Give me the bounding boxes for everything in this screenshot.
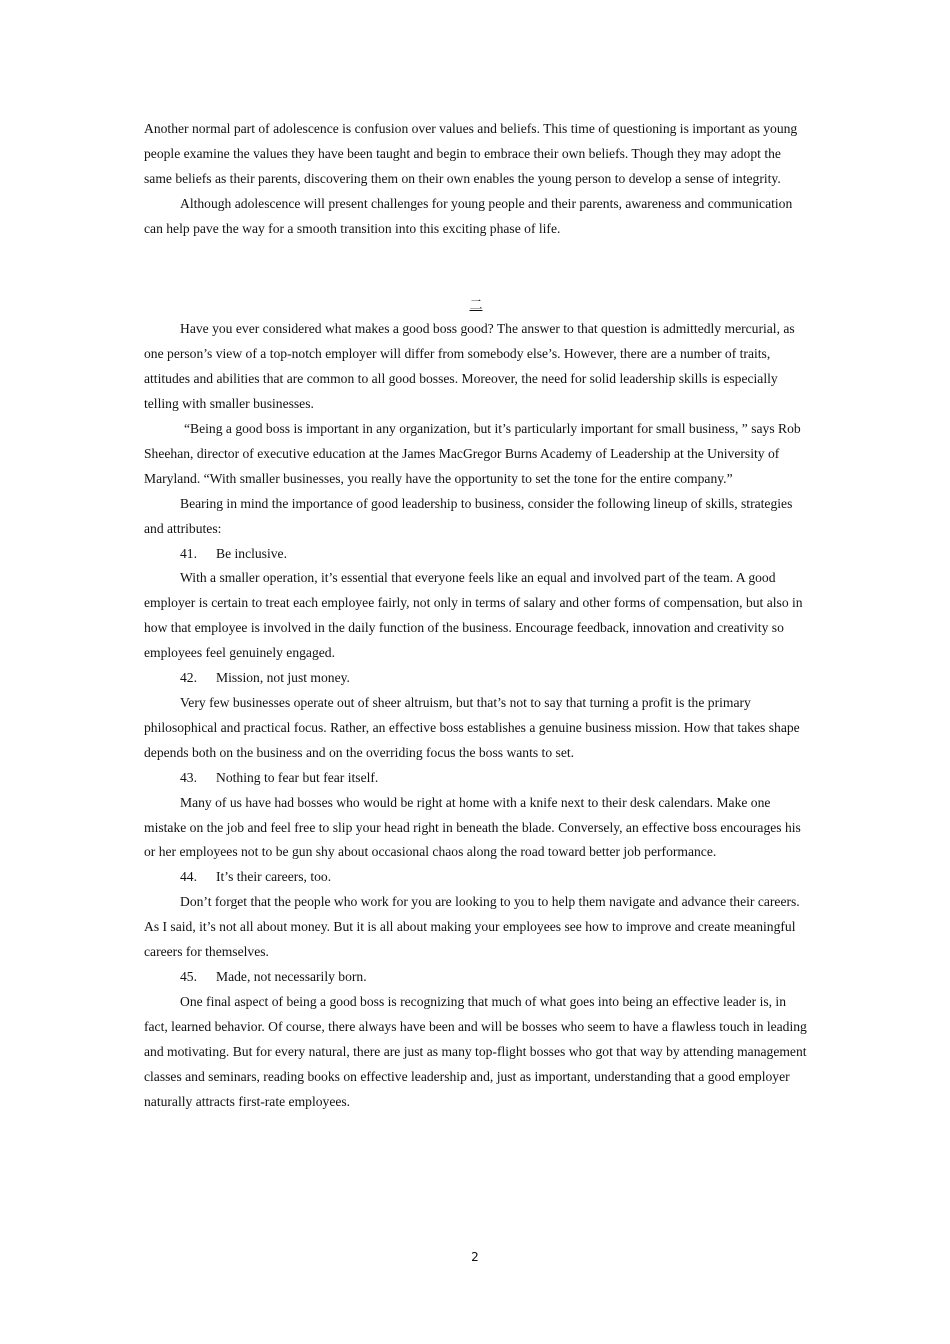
page-number: 2 [471,1250,479,1264]
item-body-43: Many of us have had bosses who would be right at home with a knife next to their desk calendars. Make one mistake on the job and feel free to slip your head right in beneath the blade. Conversely, an effective boss encourages his or her employees not to be gun shy about occasional chaos along the road toward better job performance. [144,794,801,860]
item-heading-45 [144,965,812,990]
item-title-44: It’s their careers, too. [216,869,332,885]
item-body-44: Don’t forget that the people who work for you are looking to you to help them navigate and advance their careers. As I said, it’s not all about money. But it is all about making your employees see how to improve and create meaningful careers for themselves. [144,894,800,960]
item-title-41: Be inclusive. [216,545,287,561]
item-title-43: Nothing to fear but fear itself. [216,769,379,785]
paragraph-sheehan-quote: “Being a good boss is important in any organization, but it’s particularly important for small business, ” says Rob Sheehan, director of executive education at the James MacGregor Burns Academy of Leadership at the University of Maryland. “With smaller businesses, you really have the opportunity to set the tone for the entire company.” [144,421,801,486]
item-heading-44 [144,865,812,890]
document-body [144,117,812,1114]
item-number-41: 41. [180,545,197,561]
paragraph-values-beliefs: Another normal part of adolescence is confusion over values and beliefs. This time of questioning is important as young people examine the values they have been taught and begin to embrace their own beliefs. Though they may adopt the same beliefs as their parents, discovering them on their own enables the young person to develop a sense of integrity. [144,121,798,186]
paragraph-adolescence-conclusion: Although adolescence will present challenges for young people and their parents, awareness and communication can help pave the way for a smooth transition into this exciting phase of life. [144,195,793,236]
item-number-42: 42. [180,670,197,686]
item-heading-41 [144,542,812,567]
item-title-45: Made, not necessarily born. [216,968,367,984]
item-number-44: 44. [180,869,197,885]
item-body-45: One final aspect of being a good boss is recognizing that much of what goes into being an effective leader is, in fact, learned behavior. Of course, there always have been and will be bosses who seem to have a flawless touch in leading and motivating. But for every natural, there are just as many top-flight bosses who got that way by attending management classes and seminars, reading books on effective leadership and, just as important, understanding that a good employer naturally attracts first-rate employees. [144,993,807,1109]
item-heading-43 [144,766,812,791]
section-number: 二 [469,296,483,312]
section-heading [144,293,812,318]
item-heading-42 [144,666,812,691]
item-body-42: Very few businesses operate out of sheer altruism, but that’s not to say that turning a profit is the primary philosophical and practical focus. Rather, an effective boss establishes a genuine business mission. How that takes shape depends both on the business and on the overriding focus the boss wants to set. [144,695,800,760]
item-body-41: With a smaller operation, it’s essential that everyone feels like an equal and involved part of the team. A good employer is certain to treat each employee fairly, not only in terms of salary and other forms of compensation, but also in how that employee is involved in the daily function of the business. Encourage feedback, innovation and creativity so employees feel genuinely engaged. [144,570,803,661]
item-number-45: 45. [180,968,197,984]
item-title-42: Mission, not just money. [216,670,350,686]
paragraph-intro-good-boss: Have you ever considered what makes a good boss good? The answer to that question is admittedly mercurial, as one person’s view of a top-notch employer will differ from somebody else’s. However, there are a number of traits, attitudes and abilities that are common to all good bosses. Moreover, the need for solid leadership skills is especially telling with smaller businesses. [144,321,795,412]
item-number-43: 43. [180,769,197,785]
paragraph-lineup-intro: Bearing in mind the importance of good leadership to business, consider the following lineup of skills, strategies and attributes: [144,495,793,536]
